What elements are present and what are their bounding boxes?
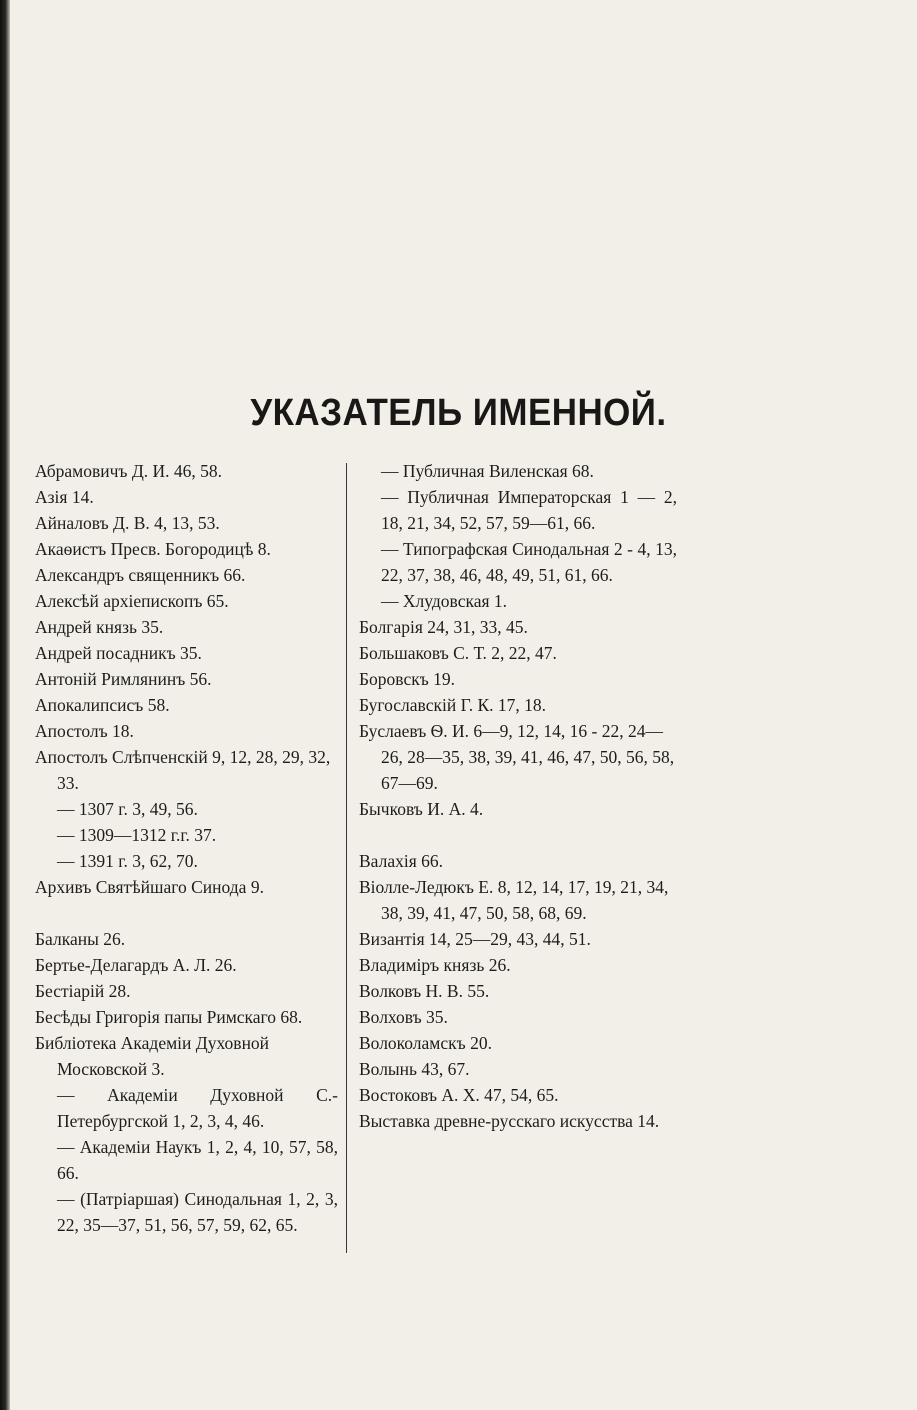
index-entry: Балканы 26. bbox=[35, 929, 126, 949]
book-spine-edge bbox=[0, 0, 10, 1410]
index-entry: Андрей князь 35. bbox=[35, 617, 164, 637]
index-entry: Бертье-Делагардъ А. Л. 26. bbox=[35, 955, 237, 975]
index-entry: Архивъ Святѣйшаго Синода 9. bbox=[35, 877, 264, 897]
index-entry: Византія 14, 25—29, 43, 44, 51. bbox=[359, 929, 591, 949]
index-subentry: — Академіи Духовной С.-Петербургской 1, 2, 3, 4, 46. bbox=[57, 1085, 338, 1131]
letter-section-gap bbox=[35, 900, 338, 926]
index-entry: Азія 14. bbox=[35, 487, 94, 507]
index-entry: Алексѣй архіепископъ 65. bbox=[35, 591, 229, 611]
index-entry: Абрамовичъ Д. И. 46, 58. bbox=[35, 461, 223, 481]
index-entry: Віолле-Ледюкъ Е. 8, 12, 14, 17, 19, 21, 34, 38, 39, 41, 47, 50, 58, 68, 69. bbox=[359, 877, 669, 923]
index-subentry: — Академіи Наукъ 1, 2, 4, 10, 57, 58, 66. bbox=[57, 1137, 338, 1183]
index-subentry: — 1307 г. 3, 49, 56. bbox=[57, 799, 198, 819]
index-entry: Волховъ 35. bbox=[359, 1007, 448, 1027]
index-entry: Волковъ Н. В. 55. bbox=[359, 981, 490, 1001]
index-entry: Болгарія 24, 31, 33, 45. bbox=[359, 617, 528, 637]
index-subentry: — Публичная Виленская 68. bbox=[381, 461, 594, 481]
index-entry: Андрей посадникъ 35. bbox=[35, 643, 202, 663]
index-entry: Антоній Римлянинъ 56. bbox=[35, 669, 212, 689]
index-entry: Бесѣды Григорія папы Римскаго 68. bbox=[35, 1007, 303, 1027]
index-entry: Большаковъ С. Т. 2, 22, 47. bbox=[359, 643, 557, 663]
index-subentry: — 1309—1312 г.г. 37. bbox=[57, 825, 217, 845]
index-entry: Акаѳистъ Пресв. Богородицѣ 8. bbox=[35, 539, 271, 559]
index-entry: Волоколамскъ 20. bbox=[359, 1033, 492, 1053]
index-entry: Апостолъ Слѣпченскій 9, 12, 28, 29, 32, 33. bbox=[35, 747, 331, 793]
index-entry: Бестіарій 28. bbox=[35, 981, 131, 1001]
index-entry: Волынь 43, 67. bbox=[359, 1059, 470, 1079]
index-entry: Валахія 66. bbox=[359, 851, 444, 871]
index-subentry: — Хлудовская 1. bbox=[381, 591, 508, 611]
index-subentry: — Типографская Синодальная 2 - 4, 13, 22, 37, 38, 46, 48, 49, 51, 61, 66. bbox=[381, 539, 677, 585]
column-divider bbox=[346, 463, 347, 1253]
index-subentry: — (Патріаршая) Синодальная 1, 2, 3, 22, 35—37, 51, 56, 57, 59, 62, 65. bbox=[57, 1189, 338, 1235]
index-entry: Владиміръ князь 26. bbox=[359, 955, 511, 975]
index-entry: Бугославскій Г. К. 17, 18. bbox=[359, 695, 547, 715]
index-subentry: — 1391 г. 3, 62, 70. bbox=[57, 851, 198, 871]
index-entry: Библіотека Академіи Духовной Московской 3. bbox=[35, 1033, 270, 1079]
index-entry: Востоковъ А. Х. 47, 54, 65. bbox=[359, 1085, 559, 1105]
page-title: УКАЗАТЕЛЬ ИМЕННОЙ. bbox=[250, 392, 667, 434]
index-entry: Айналовъ Д. В. 4, 13, 53. bbox=[35, 513, 220, 533]
index-entry: Александръ священникъ 66. bbox=[35, 565, 246, 585]
index-column-right bbox=[359, 458, 677, 1134]
index-column-left bbox=[35, 458, 338, 1238]
index-entry: Апостолъ 18. bbox=[35, 721, 134, 741]
letter-section-gap bbox=[359, 822, 677, 848]
index-entry: Боровскъ 19. bbox=[359, 669, 456, 689]
index-subentry: — Публичная Императорская 1 — 2, 18, 21, 34, 52, 57, 59—61, 66. bbox=[381, 487, 677, 533]
index-entry: Буслаевъ Ѳ. И. 6—9, 12, 14, 16 - 22, 24—26, 28—35, 38, 39, 41, 46, 47, 50, 56, 58, 67—69. bbox=[359, 721, 675, 793]
index-entry: Выставка древне-русскаго искусства 14. bbox=[359, 1111, 660, 1131]
index-entry: Апокалипсисъ 58. bbox=[35, 695, 170, 715]
index-entry: Бычковъ И. А. 4. bbox=[359, 799, 484, 819]
